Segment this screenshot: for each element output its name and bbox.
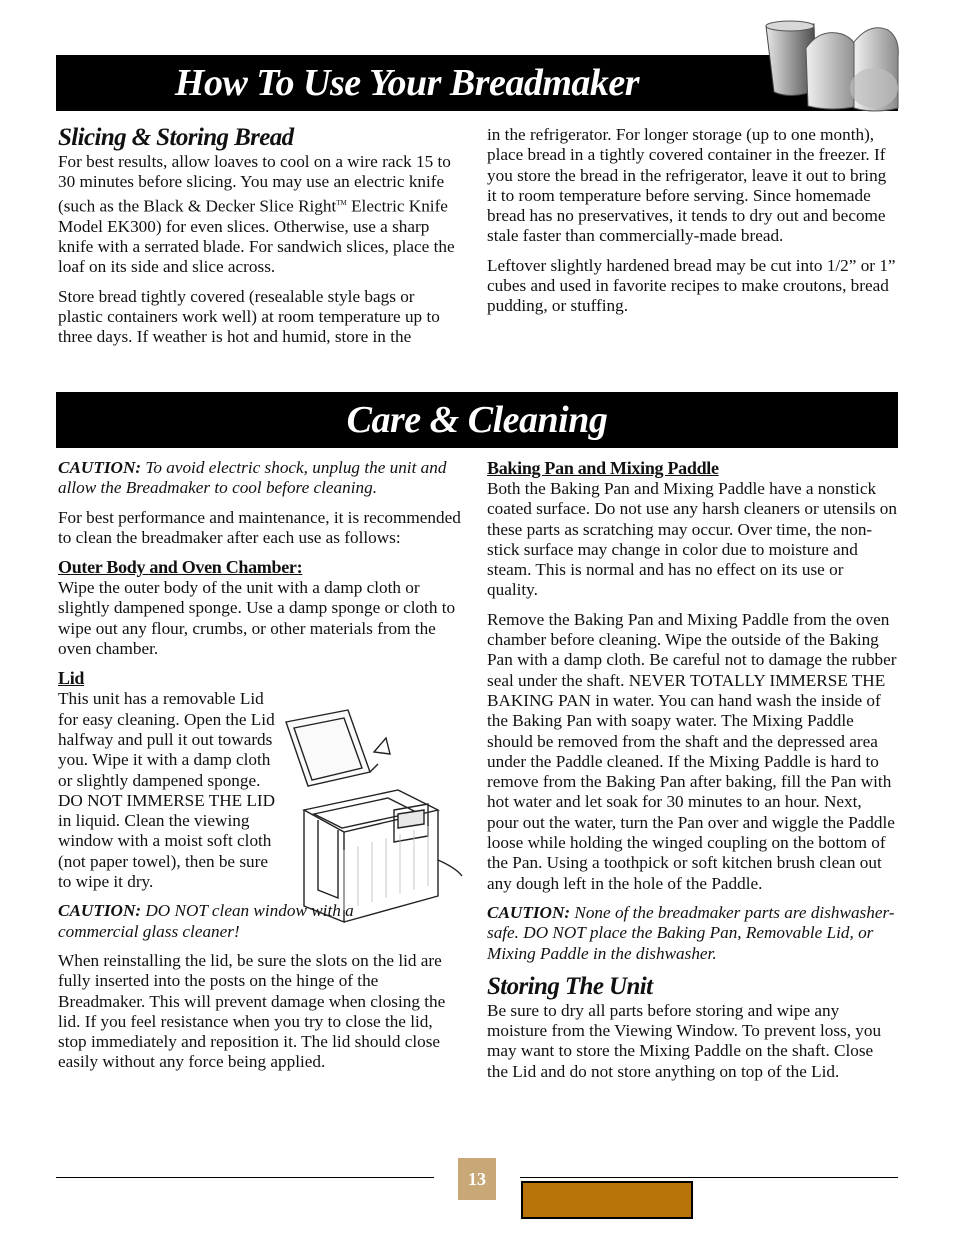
outer-body-heading: Outer Body and Oven Chamber: [58,557,303,578]
caution-dishwasher: CAUTION: None of the breadmaker parts are dishwasher-safe. DO NOT place the Baking Pan, Removable Lid, or Mixing Paddle in the dishwasher. [487,902,895,963]
lid-heading: Lid [58,668,85,689]
page-number-badge [458,1158,496,1200]
slicing-left-column [58,124,462,358]
banner-title: Care & Cleaning [346,399,608,441]
baking-pan-paragraph-1: Both the Baking Pan and Mixing Paddle have a nonstick coated surface. Do not use any harsh cleaners or utensils on these parts as scratching may occur. Over time, the non-stick surface may change in color due to moisture and steam. This is normal and has no effect on its use or quality. [487,479,897,600]
slicing-paragraph-3: Leftover slightly hardened bread may be cut into 1/2” or 1” cubes and used in favorite recipes to make croutons, bread pudding, or stuffing. [487,255,896,316]
storing-unit-text: Be sure to dry all parts before storing and wipe any moisture from the Viewing Window. To prevent loss, you may want to store the Mixing Paddle on the shaft. Close the Lid and do not store anything on top of the Lid. [487,1000,882,1081]
bread-pan-illustration [762,18,900,112]
slicing-paragraph-2: Store bread tightly covered (resealable style bags or plastic containers work well) at room temperature up to three days. If weather is hot and humid, store in the [58,286,440,347]
caution-unplug: CAUTION: To avoid electric shock, unplug the unit and allow the Breadmaker to cool before cleaning. [58,458,447,498]
care-intro: For best performance and maintenance, it is recommended to clean the breadmaker after each use as follows: [58,507,461,547]
trademark-symbol: TM [336,198,347,207]
storing-unit-heading: Storing The Unit [487,972,653,1000]
section-banner-care-cleaning [56,392,898,448]
footer-rule-left [56,1177,434,1178]
section-tab-marker [521,1181,693,1219]
banner-title: How To Use Your Breadmaker [174,62,640,104]
breadmaker-lid-illustration [278,700,468,930]
page-number: 13 [468,1168,486,1189]
footer-rule-right [520,1177,898,1178]
outer-body-text: Wipe the outer body of the unit with a damp cloth or slightly dampened sponge. Use a damp sponge or cloth to wipe out any flour, crumbs, or other materials from the oven chamber. [58,578,456,659]
slicing-heading: Slicing & Storing Bread [58,124,294,151]
reinstall-lid-text: When reinstalling the lid, be sure the slots on the lid are fully inserted into the posts on the hinge of the Breadmaker. This will prevent damage when closing the lid. If you feel resistance when you try to close the lid, stop immediately and reposition it. The lid should close easily without any force being applied. [58,950,446,1072]
slicing-paragraph-1: For best results, allow loaves to cool on a wire rack 15 to 30 minutes before slicing. You may use an electric knife (such as the Black & Decker Slice Right™ Electric Knife Model EK300) for even slices. Otherwise, use a sharp knife with a serrated blade. For sandwich slices, place the loaf on its side and slice across. [58,152,455,277]
baking-pan-paragraph-2: Remove the Baking Pan and Mixing Paddle from the oven chamber before cleaning. Wipe the outside of the Baking Pan with a damp cloth. Be careful not to damage the rubber seal under the shaft. NEVER TOTALLY IMMERSE THE BAKING PAN in water. You can hand wash the inside of the Baking Pan with soapy water. The Mixing Paddle should be removed from the shaft and the depressed area under the Paddle cleaned. If the Mixing Paddle is hard to remove from the Baking Pan after baking, fill the Pan with hot water and let soak for 30 minutes to an hour. Next, pour out the water, turn the Pan over and wiggle the Paddle loose while holding the winged coupling on the bottom of the Pan. Using a toothpick or soft kitchen brush clean out any dough left in the hole of the Paddle. [487,609,897,893]
baking-pan-heading: Baking Pan and Mixing Paddle [487,458,719,478]
care-right-column [487,458,897,1091]
caution-glass-cleaner: CAUTION: DO NOT clean window with a commercial glass cleaner! [58,901,354,941]
slicing-paragraph-2-continued: in the refrigerator. For longer storage (up to one month), place bread in a tightly covered container in the freezer. If you store the bread in the refrigerator, leave it out to bring it to room temperature before serving. Since homemade bread has no preservatives, it tends to dry out and become stale faster than commercially-made bread. [487,125,887,246]
slicing-right-column [487,125,897,326]
lid-text: This unit has a removable Lid for easy cleaning. Open the Lid halfway and pull it out towards you. Wipe it with a damp cloth or slightly dampened sponge. DO NOT IMMERSE THE LID in liquid. Clean the viewing window with a moist soft cloth (not paper towel), then be sure to wipe it dry. [58,689,276,892]
